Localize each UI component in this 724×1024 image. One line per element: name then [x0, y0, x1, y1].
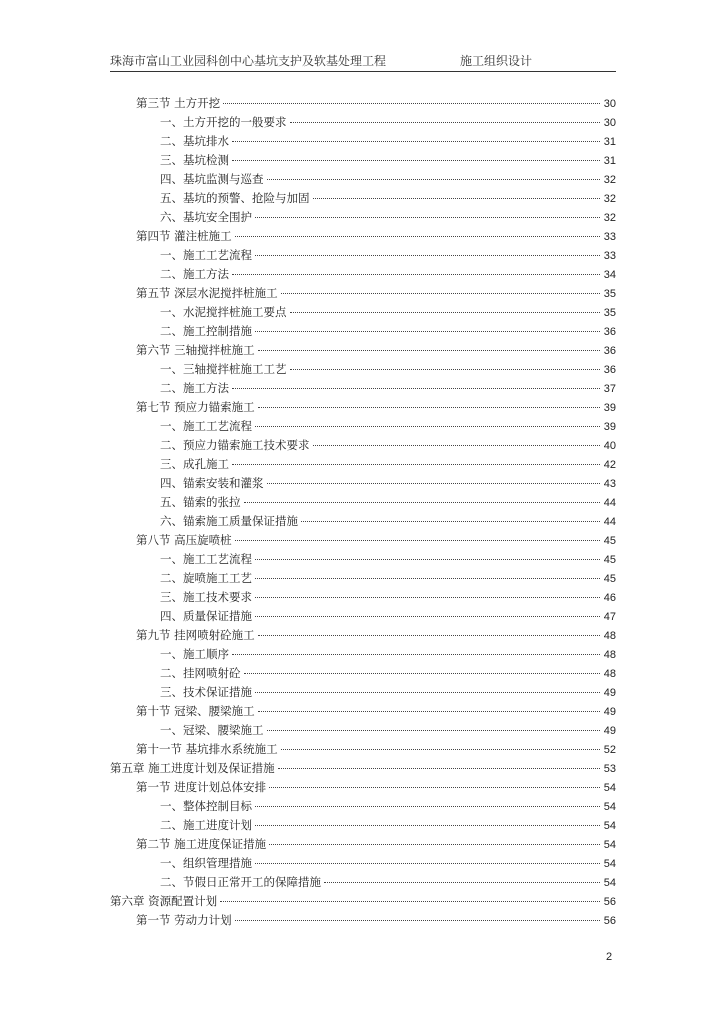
toc-dot-leader — [232, 160, 600, 161]
toc-entry-title: 五、基坑的预警、抢险与加固 — [160, 191, 310, 205]
toc-entry-page: 46 — [603, 592, 616, 604]
toc-dot-leader — [244, 673, 601, 674]
toc-entry[interactable] — [0, 474, 724, 493]
toc-dot-leader — [255, 217, 600, 218]
toc-entry-page: 56 — [603, 896, 616, 908]
toc-entry-title: 二、施工进度计划 — [160, 818, 252, 832]
toc-entry[interactable] — [0, 778, 724, 797]
toc-entry-page: 36 — [603, 364, 616, 376]
toc-entry-title: 第三节 土方开挖 — [136, 96, 221, 110]
toc-entry[interactable] — [0, 892, 724, 911]
toc-entry-page: 54 — [603, 839, 616, 851]
toc-entry-page: 53 — [603, 763, 616, 775]
toc-entry-page: 35 — [603, 307, 616, 319]
toc-dot-leader — [255, 806, 600, 807]
toc-dot-leader — [232, 274, 600, 275]
toc-dot-leader — [281, 293, 600, 294]
toc-entry[interactable] — [0, 398, 724, 417]
toc-dot-leader — [232, 141, 600, 142]
toc-entry[interactable] — [0, 816, 724, 835]
toc-entry[interactable] — [0, 607, 724, 626]
toc-entry-page: 40 — [603, 440, 616, 452]
toc-entry[interactable] — [0, 151, 724, 170]
toc-entry-page: 52 — [603, 744, 616, 756]
toc-dot-leader — [281, 749, 600, 750]
toc-entry-title: 第八节 高压旋喷桩 — [136, 533, 232, 547]
toc-entry-title: 第二节 施工进度保证措施 — [136, 837, 267, 851]
page-header — [110, 51, 616, 72]
toc-entry-page: 30 — [603, 117, 616, 129]
toc-entry-title: 三、技术保证措施 — [160, 685, 252, 699]
toc-entry-page: 39 — [603, 421, 616, 433]
toc-dot-leader — [232, 388, 600, 389]
toc-entry[interactable] — [0, 94, 724, 113]
toc-entry-page: 45 — [603, 573, 616, 585]
toc-entry-title: 第七节 预应力锚索施工 — [136, 400, 255, 414]
toc-dot-leader — [290, 122, 601, 123]
toc-entry-page: 56 — [603, 915, 616, 927]
toc-dot-leader — [255, 616, 600, 617]
toc-entry-page: 33 — [603, 231, 616, 243]
toc-entry-title: 第六章 资源配置计划 — [110, 894, 218, 908]
toc-entry-title: 四、锚索安装和灌浆 — [160, 476, 264, 490]
toc-entry-page: 39 — [603, 402, 616, 414]
toc-entry-page: 49 — [603, 725, 616, 737]
toc-entry-title: 第十节 冠梁、腰梁施工 — [136, 704, 255, 718]
toc-entry-page: 31 — [603, 155, 616, 167]
toc-entry-title: 一、施工工艺流程 — [160, 552, 252, 566]
toc-entry-title: 第一节 劳动力计划 — [136, 913, 232, 927]
toc-entry-title: 二、节假日正常开工的保障措施 — [160, 875, 321, 889]
header-doc-type: 施工组织设计 — [460, 54, 533, 68]
toc-dot-leader — [244, 502, 601, 503]
toc-dot-leader — [301, 521, 600, 522]
toc-entry-title: 第一节 进度计划总体安排 — [136, 780, 267, 794]
toc-entry-title: 二、施工方法 — [160, 267, 229, 281]
toc-entry-title: 一、三轴搅拌桩施工工艺 — [160, 362, 287, 376]
toc-entry-title: 四、质量保证措施 — [160, 609, 252, 623]
toc-entry-title: 第五节 深层水泥搅拌桩施工 — [136, 286, 278, 300]
toc-dot-leader — [267, 730, 601, 731]
toc-entry-title: 一、施工工艺流程 — [160, 248, 252, 262]
toc-entry-title: 第九节 挂网喷射砼施工 — [136, 628, 255, 642]
toc-dot-leader — [255, 578, 600, 579]
toc-dot-leader — [255, 597, 600, 598]
toc-entry[interactable] — [0, 835, 724, 854]
toc-entry-page: 42 — [603, 459, 616, 471]
toc-entry-title: 第四节 灌注桩施工 — [136, 229, 232, 243]
toc-entry[interactable] — [0, 854, 724, 873]
toc-entry-title: 二、施工控制措施 — [160, 324, 252, 338]
toc-entry-page: 48 — [603, 630, 616, 642]
toc-entry-page: 32 — [603, 212, 616, 224]
toc-entry-page: 32 — [603, 193, 616, 205]
toc-dot-leader — [232, 464, 600, 465]
toc-entry-page: 45 — [603, 535, 616, 547]
toc-entry[interactable] — [0, 189, 724, 208]
toc-entry-title: 第六节 三轴搅拌桩施工 — [136, 343, 255, 357]
toc-dot-leader — [235, 236, 600, 237]
toc-entry[interactable] — [0, 227, 724, 246]
toc-entry-title: 一、水泥搅拌桩施工要点 — [160, 305, 287, 319]
toc-entry[interactable] — [0, 170, 724, 189]
toc-dot-leader — [313, 198, 601, 199]
page-number: 2 — [606, 951, 613, 963]
toc-entry-page: 54 — [603, 782, 616, 794]
toc-entry[interactable] — [0, 493, 724, 512]
toc-entry[interactable] — [0, 132, 724, 151]
toc-entry-page: 36 — [603, 326, 616, 338]
toc-entry[interactable] — [0, 626, 724, 645]
toc-dot-leader — [255, 825, 600, 826]
toc-entry-page: 31 — [603, 136, 616, 148]
toc-entry-title: 四、基坑监测与巡查 — [160, 172, 264, 186]
toc-entry-page: 47 — [603, 611, 616, 623]
toc-entry-page: 54 — [603, 858, 616, 870]
toc-entry-title: 三、施工技术要求 — [160, 590, 252, 604]
toc-entry-page: 44 — [603, 516, 616, 528]
toc-entry[interactable] — [0, 341, 724, 360]
toc-entry[interactable] — [0, 721, 724, 740]
toc-entry-page: 33 — [603, 250, 616, 262]
toc-dot-leader — [324, 882, 600, 883]
toc-dot-leader — [255, 863, 600, 864]
toc-entry-title: 一、施工顺序 — [160, 647, 229, 661]
toc-dot-leader — [232, 654, 600, 655]
toc-dot-leader — [278, 768, 600, 769]
toc-entry[interactable] — [0, 512, 724, 531]
toc-dot-leader — [258, 635, 600, 636]
toc-entry-page: 54 — [603, 801, 616, 813]
toc-dot-leader — [255, 426, 600, 427]
toc-entry[interactable] — [0, 702, 724, 721]
toc-dot-leader — [290, 312, 601, 313]
header-project-title: 珠海市富山工业园科创中心基坑支护及软基处理工程 — [110, 54, 387, 68]
toc-entry[interactable] — [0, 550, 724, 569]
toc-entry[interactable] — [0, 113, 724, 132]
toc-entry-title: 一、组织管理措施 — [160, 856, 252, 870]
toc-entry-title: 六、锚索施工质量保证措施 — [160, 514, 298, 528]
toc-entry-page: 34 — [603, 269, 616, 281]
toc-dot-leader — [255, 331, 600, 332]
toc-entry[interactable] — [0, 417, 724, 436]
toc-entry[interactable] — [0, 797, 724, 816]
toc-entry[interactable] — [0, 873, 724, 892]
toc-entry-title: 六、基坑安全围护 — [160, 210, 252, 224]
toc-entry-title: 一、整体控制目标 — [160, 799, 252, 813]
toc-entry-title: 第五章 施工进度计划及保证措施 — [110, 761, 275, 775]
toc-entry-title: 二、旋喷施工工艺 — [160, 571, 252, 585]
toc-entry-page: 49 — [603, 706, 616, 718]
toc-dot-leader — [235, 540, 600, 541]
toc-dot-leader — [255, 559, 600, 560]
toc-dot-leader — [269, 844, 600, 845]
toc-entry-title: 二、基坑排水 — [160, 134, 229, 148]
toc-entry-page: 49 — [603, 687, 616, 699]
toc-dot-leader — [290, 369, 601, 370]
toc-dot-leader — [235, 920, 600, 921]
toc-dot-leader — [269, 787, 600, 788]
toc-entry-title: 五、锚索的张拉 — [160, 495, 241, 509]
toc-entry-page: 32 — [603, 174, 616, 186]
toc-entry-title: 三、成孔施工 — [160, 457, 229, 471]
toc-entry[interactable] — [0, 683, 724, 702]
toc-entry-page: 37 — [603, 383, 616, 395]
toc-entry-page: 35 — [603, 288, 616, 300]
toc-entry-page: 44 — [603, 497, 616, 509]
toc-dot-leader — [258, 407, 600, 408]
toc-entry[interactable] — [0, 759, 724, 778]
toc-dot-leader — [255, 255, 600, 256]
toc-entry[interactable] — [0, 436, 724, 455]
toc-entry[interactable] — [0, 303, 724, 322]
toc-dot-leader — [220, 901, 600, 902]
toc-dot-leader — [258, 350, 600, 351]
toc-entry-page: 30 — [603, 98, 616, 110]
toc-entry-page: 36 — [603, 345, 616, 357]
toc-entry-page: 54 — [603, 820, 616, 832]
toc-entry[interactable] — [0, 645, 724, 664]
toc-dot-leader — [258, 711, 600, 712]
toc-entry[interactable] — [0, 569, 724, 588]
toc-entry-title: 二、施工方法 — [160, 381, 229, 395]
toc-entry[interactable] — [0, 531, 724, 550]
toc-entry[interactable] — [0, 322, 724, 341]
toc-entry[interactable] — [0, 246, 724, 265]
toc-entry-title: 三、基坑检测 — [160, 153, 229, 167]
toc-entry[interactable] — [0, 360, 724, 379]
toc-entry[interactable] — [0, 664, 724, 683]
toc-entry[interactable] — [0, 911, 724, 930]
toc-entry[interactable] — [0, 588, 724, 607]
toc-entry-page: 48 — [603, 668, 616, 680]
toc-entry-title: 二、挂网喷射砼 — [160, 666, 241, 680]
toc-entry-title: 一、施工工艺流程 — [160, 419, 252, 433]
toc-entry-title: 二、预应力锚索施工技术要求 — [160, 438, 310, 452]
toc-entry[interactable] — [0, 455, 724, 474]
toc-entry[interactable] — [0, 208, 724, 227]
table-of-contents — [0, 94, 724, 930]
toc-dot-leader — [255, 692, 600, 693]
toc-entry-page: 43 — [603, 478, 616, 490]
toc-entry-page: 54 — [603, 877, 616, 889]
toc-dot-leader — [267, 179, 601, 180]
toc-entry[interactable] — [0, 265, 724, 284]
toc-entry[interactable] — [0, 379, 724, 398]
toc-entry-title: 第十一节 基坑排水系统施工 — [136, 742, 278, 756]
toc-dot-leader — [313, 445, 601, 446]
toc-dot-leader — [267, 483, 601, 484]
toc-entry-page: 45 — [603, 554, 616, 566]
toc-entry-title: 一、冠梁、腰梁施工 — [160, 723, 264, 737]
toc-entry[interactable] — [0, 740, 724, 759]
toc-entry-page: 48 — [603, 649, 616, 661]
toc-dot-leader — [223, 103, 600, 104]
toc-entry[interactable] — [0, 284, 724, 303]
toc-entry-title: 一、土方开挖的一般要求 — [160, 115, 287, 129]
